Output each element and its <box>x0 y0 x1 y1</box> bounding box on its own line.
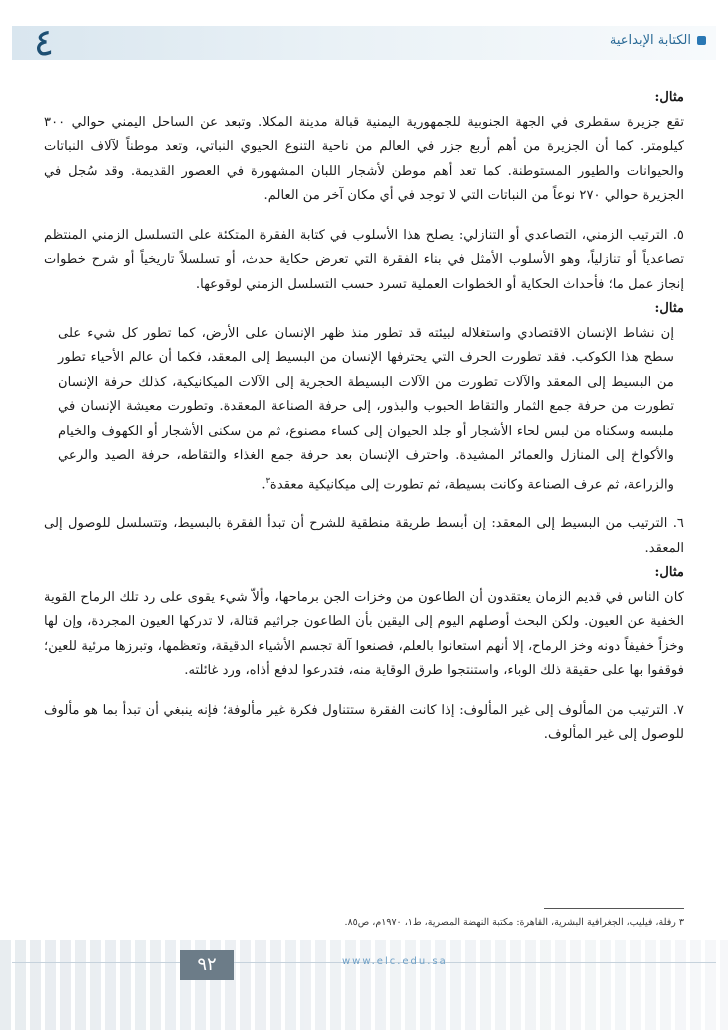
paragraph-human-activity-text: إن نشاط الإنسان الاقتصادي واستغلاله لبيئته قد تطور منذ ظهر الإنسان على الأرض، كما تطور كل شيء على سطح هذا الكوكب. فقد تطورت الحرف التي يحترفها الإنسان من البسيط إلى المعقد، فكما أن عالم الأحياء تطور من البسيط إلى المعقد والآلات تطورت من الآلات البسيطة الحجرية إلى الآلات الميكانيكية، كذلك حرفة الإنسان تطورت من حرفة جمع الثمار والتقاط الحبوب والبذور، إلى حرفة الصناعة المعقدة. وتطورت معيشة الإنسان في ملبسه وسكناه من لبس لحاء الأشجار أو جلد الحيوان إلى كساء مصنوع، ثم من سكنى الأشجار أو الكهوف والخيام والأكواخ إلى المنازل والعمائر المشيدة. واحترف الإنسان بعد حرفة جمع الغذاء والتقاطه، حرفة الصيد والرعي والزراعة، ثم عرف الصناعة وكانت بسيطة، ثم تطورت إلى ميكانيكية معقدة <box>58 325 674 492</box>
example-label: مثال: <box>654 301 684 316</box>
item-familiar-to-unfamiliar: ٧. الترتيب من المألوف إلى غير المألوف: إذا كانت الفقرة ستتناول فكرة غير مألوفة؛ فإنه ينبغي أن تبدأ بما هو مألوف للوصول إلى غير المألوف. <box>44 702 684 743</box>
footer-pattern <box>0 940 728 1030</box>
chapter-number: ٤ <box>33 20 55 64</box>
item-simple-to-complex: ٦. الترتيب من البسيط إلى المعقد: إن أبسط طريقة منطقية للشرح أن تبدأ الفقرة بالبسيط، وتتسلسل للوصول إلى المعقد. <box>44 516 684 556</box>
footnote-reference[interactable]: ٣ <box>265 475 270 485</box>
paragraph-human-activity <box>44 322 684 498</box>
page-number: ٩٢ <box>180 950 234 980</box>
paragraph-plague: كان الناس في قديم الزمان يعتقدون أن الطاعون من وخزات الجن برماحها، وألاّ شيء يقوى على رد تلك الرماح القوية الخفية عن العيون. ولكن البحث أوصلهم اليوم إلى اليقين بأن الطاعون جراثيم قتالة، لا تدركها العيون المجردة، وإن لها وخزاً خفيفاً دونه وخز الرماح، إلا أنهم استعانوا بالعلم، فصنعوا آلة تجسم الأشياء الدقيقة، وتعظمها، وتبرزها مرئية للعين؛ فوقفوا بها على حقيقة ذلك الوباء، واستنتجوا طرق الوقاية منه، فتدرعوا لدفع أذاه، ورد غائلته. <box>44 589 684 679</box>
paragraph-end-period: . <box>261 476 266 492</box>
section-label-text: الكتابة الإبداعية <box>609 33 691 48</box>
website-url[interactable]: www.elc.edu.sa <box>342 956 448 967</box>
paragraph-socotra: تقع جزيرة سقطرى في الجهة الجنوبية للجمهورية اليمنية قبالة مدينة المكلا. وتبعد عن الساحل اليمني حوالي ٣٠٠ كيلومتر. كما أن الجزيرة من أهم أربع جزر في العالم من ناحية التنوع الحيوي النباتي، وتعد موطناً لآلاف النباتات والحيوانات والطيور المستوطنة. كما تعد أهم موطن لأشجار اللبان المشهورة في العصور القديمة. وقد سُجل في الجزيرة حوالي ٢٧٠ نوعاً من النباتات التي لا توجد في أي مكان آخر من العالم. <box>44 114 684 203</box>
example-label: مثال: <box>654 90 684 105</box>
example-label: مثال: <box>654 565 684 581</box>
section-label <box>610 33 706 48</box>
footnote-divider <box>544 908 684 909</box>
page-body <box>44 86 684 748</box>
footnote: ٣ رفلة، فيليب، الجغرافية البشرية، القاهرة: مكتبة النهضة المصرية، ط١، ١٩٧٠م، ص٨٥. <box>344 917 684 928</box>
section-bullet-icon <box>697 36 706 45</box>
item-chronological: ٥. الترتيب الزمني، التصاعدي أو التنازلي: يصلح هذا الأسلوب في كتابة الفقرة المتكئة على التسلسل الزمني المنتظم تصاعدياً أو تنازلياً، وهو الأسلوب الأمثل في بناء الفقرة التي تعرض حكاية حدث، أو تسلسلاً تاريخياً أو شرح خطوات إنجاز عمل ما؛ فأحداث الحكاية أو الخطوات العملية تسرد حسب التسلسل الزمني لوقوعها. <box>44 227 684 292</box>
